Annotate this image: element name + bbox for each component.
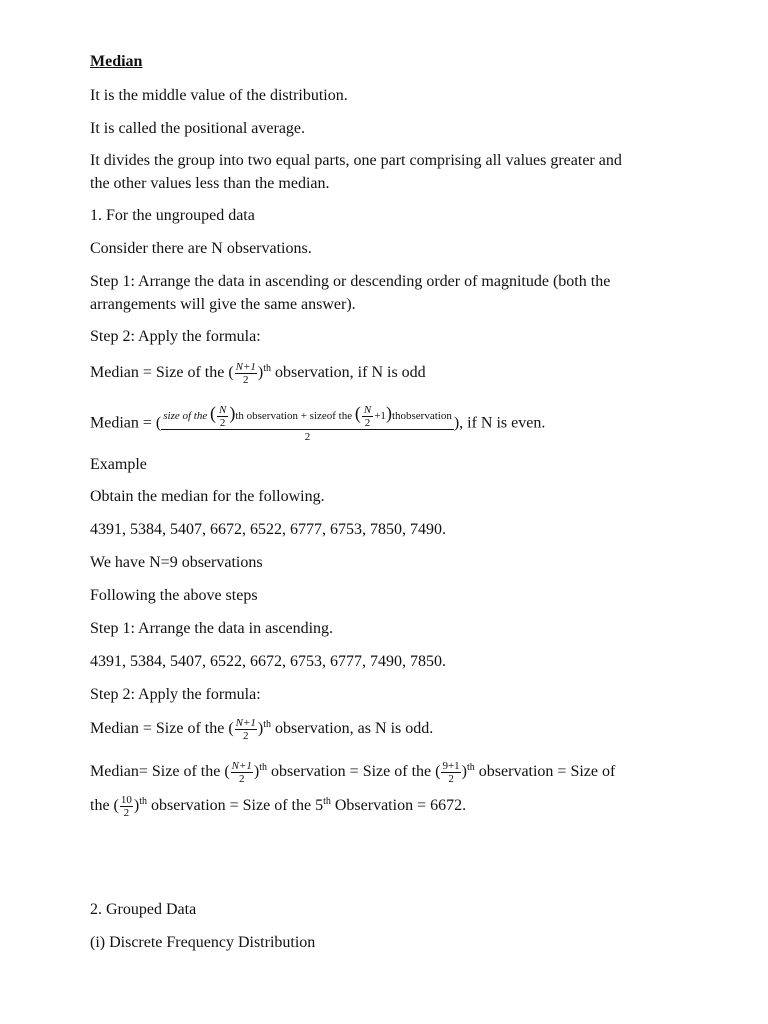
definition-line-1: It is the middle value of the distribution. (90, 87, 348, 104)
definition-line-3b: the other values less than the median. (90, 175, 330, 192)
discrete-frequency: (i) Discrete Frequency Distribution (90, 934, 316, 951)
fraction-n-plus-1-over-2: $\frac{N+1}{2}$ (235, 717, 256, 742)
fraction-n-plus-1-over-2: $\frac{N+1}{2}$ (235, 361, 256, 386)
example-formula: Median = Size of the ( $\frac{N+1}{2}$ )$^{th}$ observation, as N is odd. (90, 717, 434, 742)
step2-label: Step 2: Apply the formula: (90, 328, 261, 345)
example-step1: Step 1: Arrange the data in ascending. (90, 620, 334, 637)
formula-odd: Median = Size of the ( $\frac{N+1}{2}$ )$^{th}$ observation, if N is odd (90, 361, 426, 386)
n-observations: We have N=9 observations (90, 554, 263, 571)
obtain-median: Obtain the median for the following. (90, 488, 325, 505)
formula-even-fraction: size of the ( $\frac{N}{2}$ )th observation + sizeof the ( $\frac{N}{2}$ +1)thobservation 2 (163, 403, 452, 443)
data-raw: 4391, 5384, 5407, 6672, 6522, 6777, 6753, 7850, 7490. (90, 521, 446, 538)
section-ungrouped: 1. For the ungrouped data (90, 207, 255, 224)
definition-line-2: It is called the positional average. (90, 120, 306, 137)
step1-line-b: arrangements will give the same answer). (90, 296, 356, 313)
definition-line-3a: It divides the group into two equal parts, one part comprising all values greater and (90, 152, 622, 169)
formula-even: Median = ( size of the ( $\frac{N}{2}$ )th observation + sizeof the ( $\frac{N}{2}$ +1)thobservation 2 ), if N is even. (90, 403, 546, 443)
step1-line-a: Step 1: Arrange the data in ascending or descending order of magnitude (both the (90, 273, 611, 290)
example-step2: Step 2: Apply the formula: (90, 686, 261, 703)
calculation-line-1: Median= Size of the ( $\frac{N+1}{2}$ )$^{th}$ observation = Size of the ( $\frac{9+1}{2}$ )$^{th}$ observation = Size of (90, 760, 616, 785)
calculation-line-2: the ( $\frac{10}{2}$ )$^{th}$ observation = Size of the 5th Observation = 6672. (90, 794, 467, 819)
example-label: Example (90, 456, 147, 473)
following-steps: Following the above steps (90, 587, 258, 604)
heading-median: Median (90, 53, 143, 70)
section-grouped: 2. Grouped Data (90, 901, 197, 918)
consider-n: Consider there are N observations. (90, 240, 312, 257)
data-sorted: 4391, 5384, 5407, 6522, 6672, 6753, 6777, 7490, 7850. (90, 653, 446, 670)
